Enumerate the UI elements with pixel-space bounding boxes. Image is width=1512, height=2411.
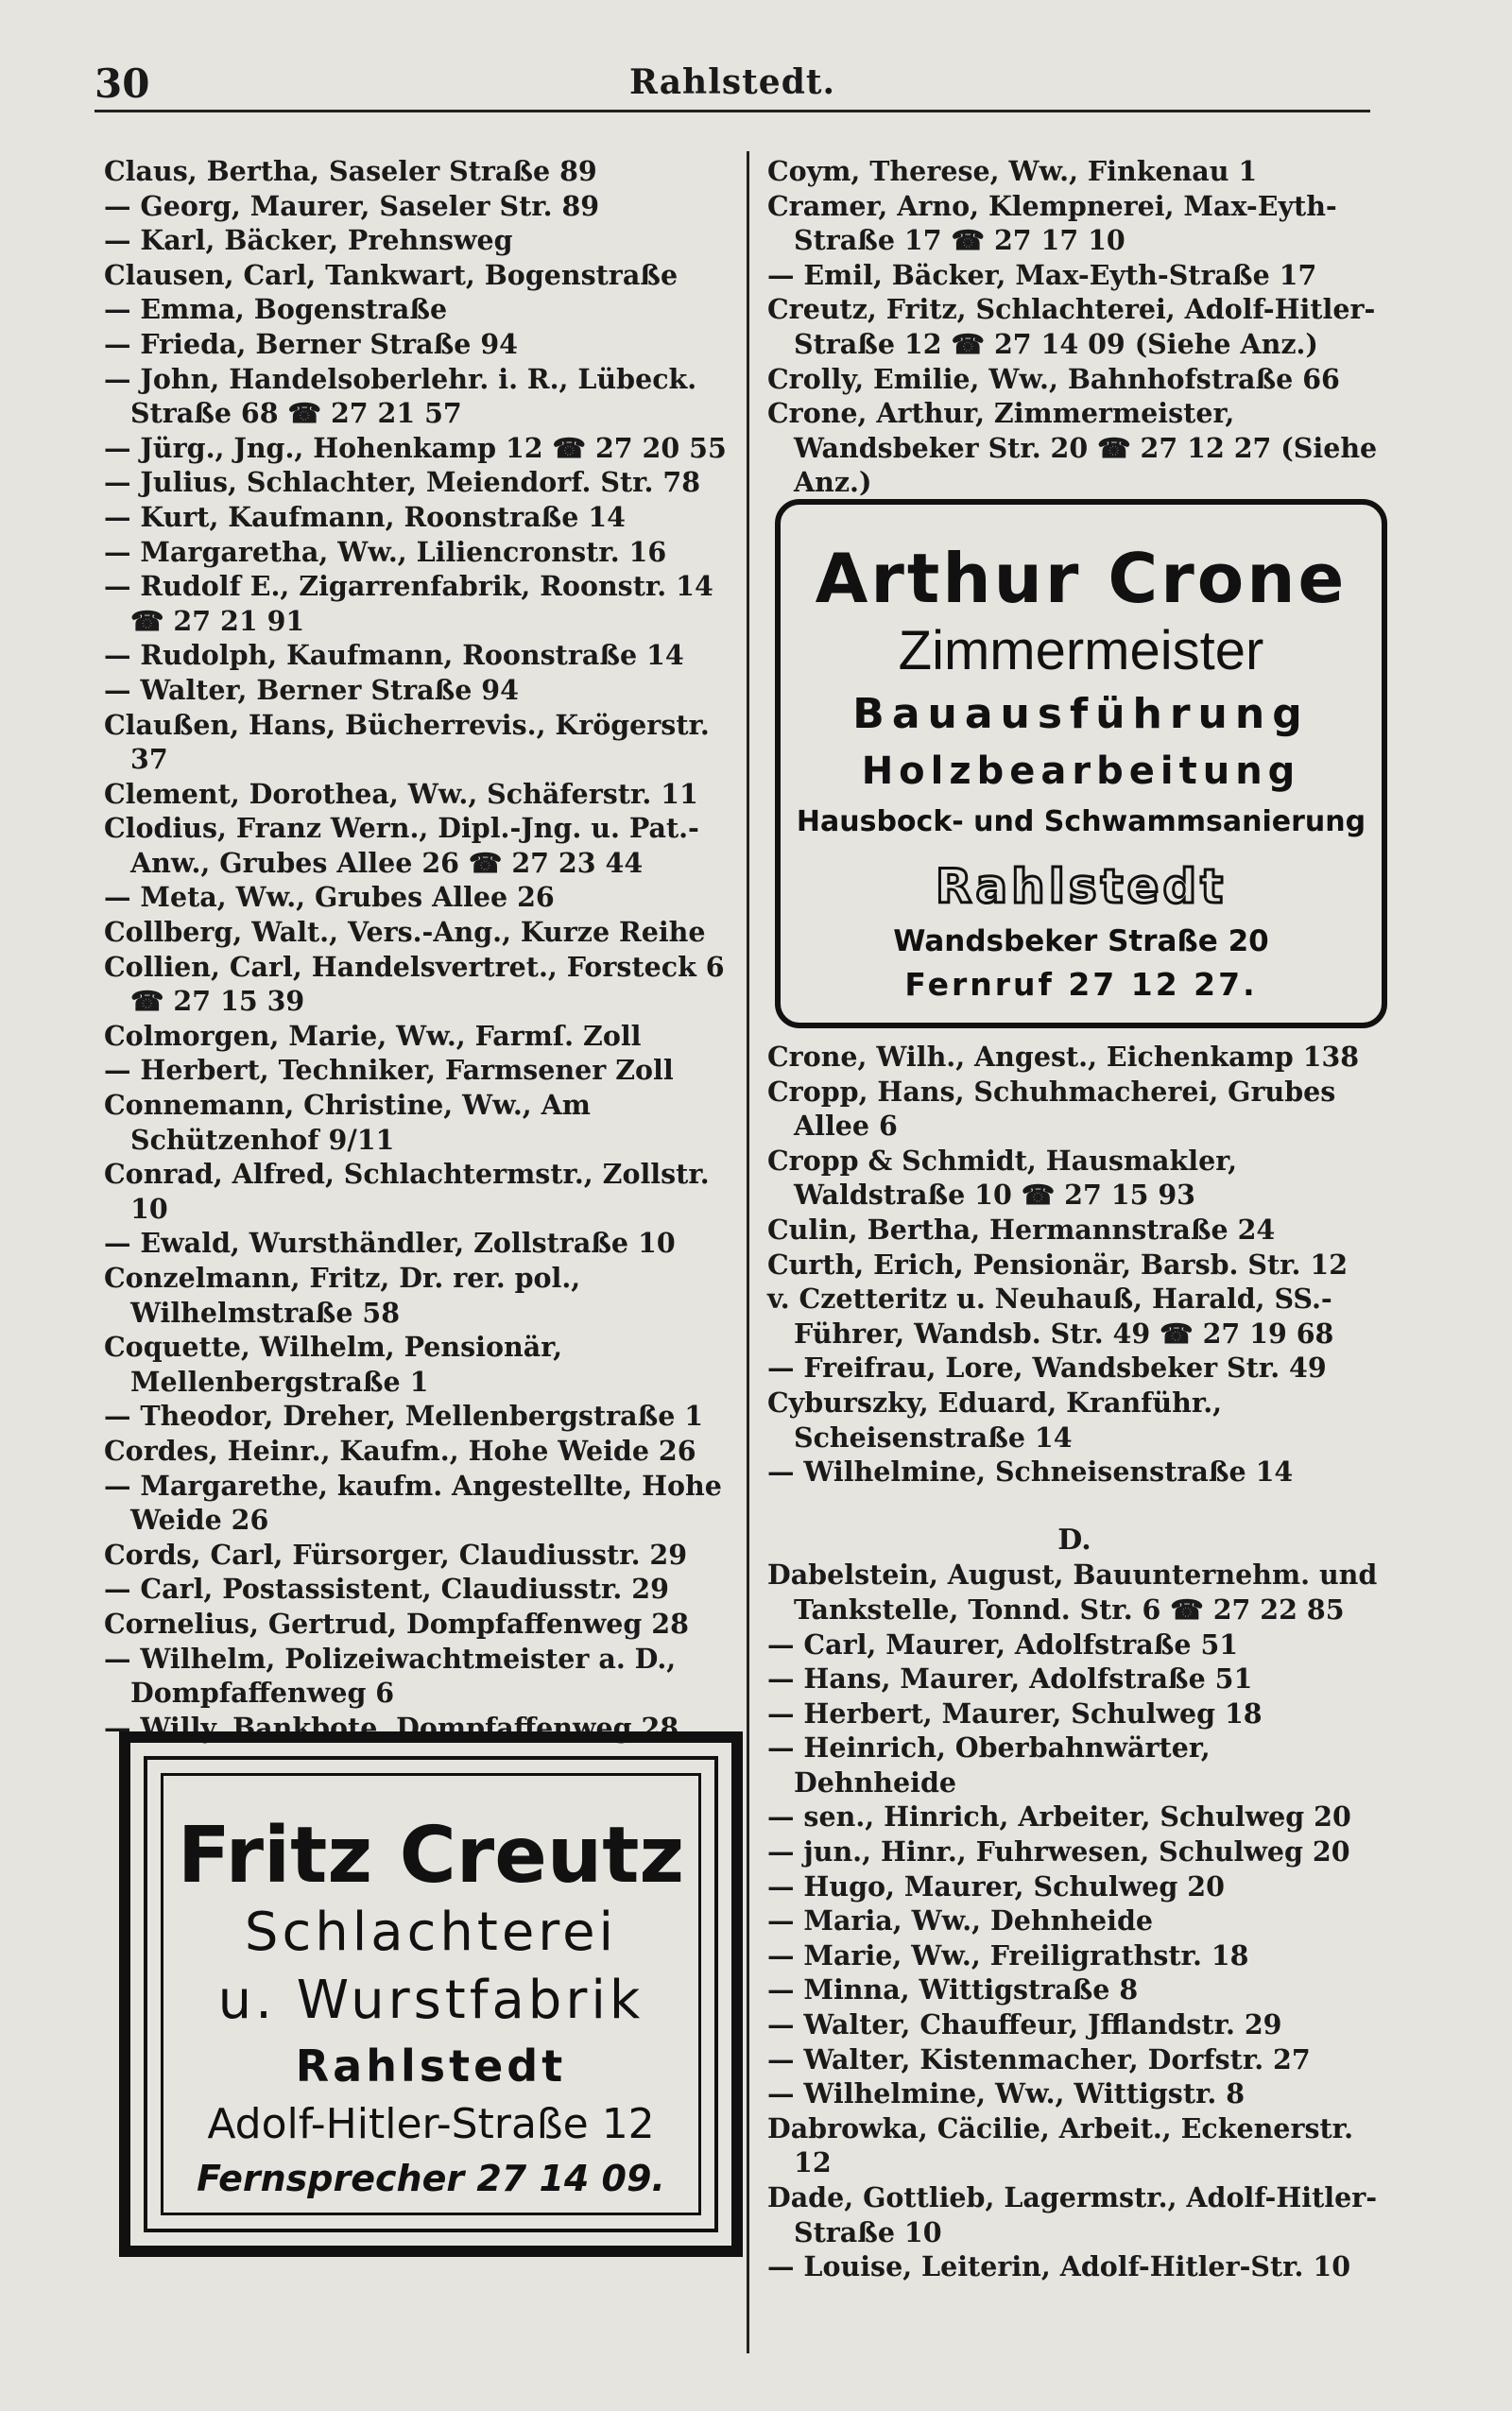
ad-name: Arthur Crone <box>815 539 1348 618</box>
directory-entry: — Louise, Leiterin, Adolf-Hitler-Str. 10 <box>767 2250 1351 2283</box>
right-column-lower <box>767 1040 1382 2284</box>
directory-entry: Claus, Bertha, Saseler Straße 89 <box>104 155 597 187</box>
directory-entry: — Maria, Ww., Dehnheide <box>767 1904 1154 1937</box>
directory-entry: — sen., Hinrich, Arbeiter, Schulweg 20 <box>767 1800 1351 1834</box>
directory-entry: Cornelius, Gertrud, Dompfaffenweg 28 <box>104 1607 689 1640</box>
directory-entry: — Emil, Bäcker, Max-Eyth-Straße 17 <box>767 258 1317 291</box>
ad-town: Rahlstedt <box>295 2041 567 2092</box>
directory-entry: — Emma, Bogenstraße <box>104 293 448 326</box>
directory-entry: — Walter, Kistenmacher, Dorfstr. 27 <box>767 2042 1311 2075</box>
directory-entry: Clodius, Franz Wern., Dipl.-Jng. u. Pat.-Anw., Grubes Allee 26 ☎ 27 23 44 <box>104 812 699 879</box>
directory-entry: Crolly, Emilie, Ww., Bahnhofstraße 66 <box>767 362 1340 395</box>
right-column <box>767 154 1382 500</box>
ad-trade-2: u. Wurstfabrik <box>217 1970 644 2031</box>
ad-name: Fritz Creutz <box>177 1811 685 1901</box>
ad-trade: Zimmermeister <box>898 620 1264 681</box>
directory-entry: — Frieda, Berner Straße 94 <box>104 327 518 360</box>
directory-entry: — Jürg., Jng., Hohenkamp 12 ☎ 27 20 55 <box>104 431 727 464</box>
directory-entry: Colmorgen, Marie, Ww., Farmſ. Zoll <box>104 1019 642 1052</box>
directory-entry: — Rudolph, Kaufmann, Roonstraße 14 <box>104 639 684 672</box>
directory-entry: — Margaretha, Ww., Liliencronstr. 16 <box>104 535 667 568</box>
page-number: 30 <box>94 60 150 107</box>
directory-entry: Conrad, Alfred, Schlachtermstr., Zollstr. 10 <box>104 1158 710 1225</box>
ad-content-box <box>161 1773 701 2215</box>
directory-entry: Cropp, Hans, Schuhmacherei, Grubes Allee 6 <box>767 1075 1336 1143</box>
directory-entry: — Meta, Ww., Grubes Allee 26 <box>104 881 555 914</box>
directory-entry: — Wilhelm, Polizeiwachtmeister a. D., Dompfaffenweg 6 <box>104 1642 677 1710</box>
header-rule <box>94 110 1370 112</box>
directory-entry: — jun., Hinr., Fuhrwesen, Schulweg 20 <box>767 1835 1350 1869</box>
directory-entry: — Wilhelmine, Ww., Wittigstr. 8 <box>767 2077 1246 2110</box>
directory-entry: — Georg, Maurer, Saseler Str. 89 <box>104 189 600 222</box>
directory-entry: — Karl, Bäcker, Prehnsweg <box>104 224 513 257</box>
directory-entry: Dade, Gottlieb, Lagermstr., Adolf-Hitler-Straße 10 <box>767 2181 1378 2248</box>
directory-entry: Collien, Carl, Handelsvertret., Forsteck 6 ☎ 27 15 39 <box>104 950 725 1018</box>
directory-entry: Claußen, Hans, Bücherrevis., Krögerstr. 37 <box>104 708 710 776</box>
directory-entry: Dabelstein, August, Bauunternehm. und Tankstelle, Tonnd. Str. 6 ☎ 27 22 85 <box>767 1559 1378 1626</box>
directory-entry: — Wilhelmine, Schneisenstraße 14 <box>767 1455 1294 1489</box>
directory-entry: — Herbert, Techniker, Farmsener Zoll <box>104 1054 674 1087</box>
directory-entry: — Julius, Schlachter, Meiendorf. Str. 78 <box>104 466 701 499</box>
directory-entry: Dabrowka, Cäcilie, Arbeit., Eckenerstr. 12 <box>767 2111 1353 2179</box>
directory-entry: v. Czetteritz u. Neuhauß, Harald, SS.-Führer, Wandsb. Str. 49 ☎ 27 19 68 <box>767 1283 1334 1350</box>
directory-entry: Cords, Carl, Fürsorger, Claudiusstr. 29 <box>104 1538 688 1571</box>
page-header <box>94 55 1370 112</box>
ad-line-1: Bauausführung <box>852 690 1310 738</box>
column-divider <box>747 151 749 2353</box>
directory-entry: Connemann, Christine, Ww., Am Schützenhof 9/11 <box>104 1089 591 1156</box>
directory-entry: — Rudolf E., Zigarrenfabrik, Roonstr. 14 ☎ 27 21 91 <box>104 570 713 637</box>
ad-phone: Fernsprecher 27 14 09. <box>197 2158 665 2199</box>
right-entries-bottom <box>767 1040 1382 1490</box>
directory-entry: — Theodor, Dreher, Mellenbergstraße 1 <box>104 1400 704 1433</box>
directory-entry: — Heinrich, Oberbahnwärter, Dehnheide <box>767 1731 1211 1799</box>
directory-entry: — John, Handelsoberlehr. i. R., Lübeck. Straße 68 ☎ 27 21 57 <box>104 362 697 430</box>
directory-entry: Conzelmann, Fritz, Dr. rer. pol., Wilhelmstraße 58 <box>104 1262 581 1329</box>
directory-entry: Creutz, Fritz, Schlachterei, Adolf-Hitler-Straße 12 ☎ 27 14 09 (Siehe Anz.) <box>767 293 1376 360</box>
directory-entry: — Kurt, Kaufmann, Roonstraße 14 <box>104 500 626 533</box>
ad-line-2: Holzbearbeitung <box>861 749 1301 793</box>
ad-address: Wandsbeker Straße 20 <box>893 924 1269 958</box>
directory-entry: Crone, Wilh., Angest., Eichenkamp 138 <box>767 1041 1360 1073</box>
ad-town: Rahlstedt <box>935 859 1228 914</box>
ad-phone: Fernruf 27 12 27. <box>904 966 1258 1003</box>
directory-entry: Cyburszky, Eduard, Kranführ., Scheisenstraße 14 <box>767 1386 1223 1454</box>
directory-entry: — Carl, Maurer, Adolfstraße 51 <box>767 1627 1239 1661</box>
directory-entry: Culin, Bertha, Hermannstraße 24 <box>767 1213 1276 1246</box>
directory-entry: — Freifrau, Lore, Wandsbeker Str. 49 <box>767 1352 1327 1385</box>
directory-entry: Clement, Dorothea, Ww., Schäferstr. 11 <box>104 777 698 810</box>
right-entries-top <box>767 154 1382 500</box>
right-entries-d <box>767 1558 1382 2283</box>
advertisement-fritz-creutz <box>119 1731 743 2257</box>
ad-trade-1: Schlachterei <box>244 1902 618 1963</box>
directory-entry: Curth, Erich, Pensionär, Barsb. Str. 12 <box>767 1248 1349 1281</box>
directory-entry: Cropp & Schmidt, Hausmakler, Waldstraße 10 ☎ 27 15 93 <box>767 1144 1238 1212</box>
directory-entry: — Walter, Chauffeur, Jfflandstr. 29 <box>767 2008 1282 2041</box>
directory-entry: — Carl, Postassistent, Claudiusstr. 29 <box>104 1573 669 1606</box>
directory-entry: Crone, Arthur, Zimmermeister, Wandsbeker Str. 20 ☎ 27 12 27 (Siehe Anz.) <box>767 397 1378 499</box>
directory-entry: — Ewald, Wursthändler, Zollstraße 10 <box>104 1227 676 1260</box>
directory-entry: — Herbert, Maurer, Schulweg 18 <box>767 1696 1263 1730</box>
directory-entry: Coym, Therese, Ww., Finkenau 1 <box>767 155 1258 187</box>
directory-entry: — Minna, Wittigstraße 8 <box>767 1973 1139 2006</box>
ad-address: Adolf-Hitler-Straße 12 <box>207 2100 655 2148</box>
advertisement-arthur-crone <box>775 499 1387 1028</box>
directory-entry: Cramer, Arno, Klempnerei, Max-Eyth-Straße 17 ☎ 27 17 10 <box>767 189 1337 257</box>
directory-entry: — Marie, Ww., Freiligrathstr. 18 <box>767 1938 1249 1972</box>
directory-entry: Clausen, Carl, Tankwart, Bogenstraße <box>104 258 679 291</box>
directory-entry: Cordes, Heinr., Kaufm., Hohe Weide 26 <box>104 1434 696 1467</box>
directory-entry: — Walter, Berner Straße 94 <box>104 673 519 706</box>
running-title: Rahlstedt. <box>628 62 836 102</box>
left-column <box>104 154 737 1745</box>
directory-entry: — Willy, Bankbote, Dompfaffenweg 28 <box>104 1711 679 1744</box>
directory-entry: — Hugo, Maurer, Schulweg 20 <box>767 1869 1225 1903</box>
directory-entry: Collberg, Walt., Vers.-Ang., Kurze Reihe <box>104 916 706 949</box>
directory-entry: — Hans, Maurer, Adolfstraße 51 <box>767 1662 1253 1696</box>
directory-entry: — Margarethe, kaufm. Angestellte, Hohe Weide 26 <box>104 1469 722 1537</box>
ad-line-3: Hausbock- und Schwammsanierung <box>796 805 1366 838</box>
directory-entry: Coquette, Wilhelm, Pensionär, Mellenbergstraße 1 <box>104 1331 563 1398</box>
ornamental-pattern <box>144 1756 718 2232</box>
section-letter: D. <box>1057 1523 1091 1557</box>
